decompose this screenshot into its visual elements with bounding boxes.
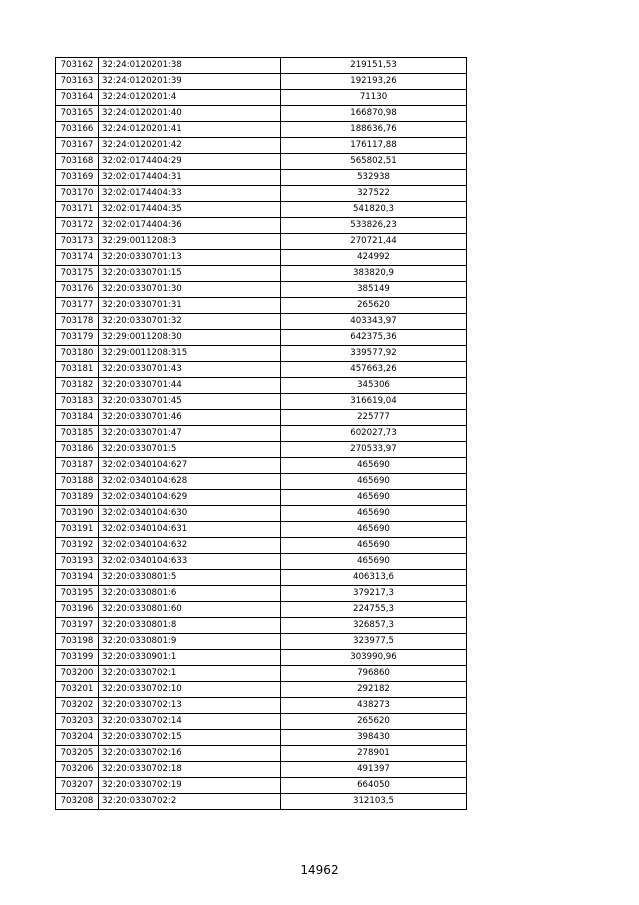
value-cell: 465690 — [281, 490, 467, 506]
cadastral-number-cell: 32:02:0340104:633 — [99, 554, 281, 570]
cadastral-number-cell: 32:24:0120201:42 — [99, 138, 281, 154]
table-row — [56, 714, 467, 730]
table-row — [56, 362, 467, 378]
row-id-cell: 703162 — [56, 58, 99, 74]
row-id-cell: 703170 — [56, 186, 99, 202]
table-row — [56, 90, 467, 106]
value-cell: 316619,04 — [281, 394, 467, 410]
table-row — [56, 794, 467, 810]
value-cell: 224755,3 — [281, 602, 467, 618]
value-cell: 312103,5 — [281, 794, 467, 810]
value-cell: 323977,5 — [281, 634, 467, 650]
row-id-cell: 703199 — [56, 650, 99, 666]
row-id-cell: 703200 — [56, 666, 99, 682]
table-row — [56, 58, 467, 74]
value-cell: 192193,26 — [281, 74, 467, 90]
value-cell: 532938 — [281, 170, 467, 186]
table-row — [56, 314, 467, 330]
table-row — [56, 522, 467, 538]
table-row — [56, 170, 467, 186]
value-cell: 465690 — [281, 506, 467, 522]
cadastral-number-cell: 32:20:0330702:14 — [99, 714, 281, 730]
value-cell: 379217,3 — [281, 586, 467, 602]
value-cell: 796860 — [281, 666, 467, 682]
row-id-cell: 703201 — [56, 682, 99, 698]
table-row — [56, 506, 467, 522]
table-row — [56, 330, 467, 346]
table-row — [56, 474, 467, 490]
cadastral-number-cell: 32:29:0011208:30 — [99, 330, 281, 346]
cadastral-number-cell: 32:20:0330702:1 — [99, 666, 281, 682]
row-id-cell: 703187 — [56, 458, 99, 474]
value-cell: 565802,51 — [281, 154, 467, 170]
row-id-cell: 703178 — [56, 314, 99, 330]
row-id-cell: 703181 — [56, 362, 99, 378]
cadastral-number-cell: 32:29:0011208:3 — [99, 234, 281, 250]
cadastral-number-cell: 32:24:0120201:38 — [99, 58, 281, 74]
value-cell: 424992 — [281, 250, 467, 266]
table-row — [56, 106, 467, 122]
row-id-cell: 703167 — [56, 138, 99, 154]
table-row — [56, 634, 467, 650]
cadastral-number-cell: 32:29:0011208:315 — [99, 346, 281, 362]
value-cell: 292182 — [281, 682, 467, 698]
value-cell: 406313,6 — [281, 570, 467, 586]
value-cell: 345306 — [281, 378, 467, 394]
table-row — [56, 346, 467, 362]
value-cell: 664050 — [281, 778, 467, 794]
row-id-cell: 703176 — [56, 282, 99, 298]
row-id-cell: 703196 — [56, 602, 99, 618]
row-id-cell: 703195 — [56, 586, 99, 602]
value-cell: 176117,88 — [281, 138, 467, 154]
table-row — [56, 234, 467, 250]
row-id-cell: 703198 — [56, 634, 99, 650]
value-cell: 385149 — [281, 282, 467, 298]
value-cell: 457663,26 — [281, 362, 467, 378]
row-id-cell: 703172 — [56, 218, 99, 234]
cadastral-number-cell: 32:20:0330701:32 — [99, 314, 281, 330]
row-id-cell: 703189 — [56, 490, 99, 506]
table-row — [56, 266, 467, 282]
cadastral-number-cell: 32:02:0340104:628 — [99, 474, 281, 490]
cadastral-number-cell: 32:20:0330702:15 — [99, 730, 281, 746]
cadastral-number-cell: 32:24:0120201:39 — [99, 74, 281, 90]
table-row — [56, 250, 467, 266]
table-row — [56, 778, 467, 794]
cadastral-number-cell: 32:02:0340104:631 — [99, 522, 281, 538]
row-id-cell: 703166 — [56, 122, 99, 138]
cadastral-number-cell: 32:24:0120201:40 — [99, 106, 281, 122]
cadastral-number-cell: 32:20:0330801:60 — [99, 602, 281, 618]
cadastral-number-cell: 32:20:0330701:31 — [99, 298, 281, 314]
cadastral-number-cell: 32:20:0330701:44 — [99, 378, 281, 394]
table-row — [56, 538, 467, 554]
table-row — [56, 442, 467, 458]
value-cell: 642375,36 — [281, 330, 467, 346]
cadastral-number-cell: 32:02:0340104:629 — [99, 490, 281, 506]
value-cell: 225777 — [281, 410, 467, 426]
cadastral-number-cell: 32:20:0330701:30 — [99, 282, 281, 298]
page-number: 14962 — [300, 863, 339, 877]
cadastral-number-cell: 32:02:0174404:36 — [99, 218, 281, 234]
table-row — [56, 682, 467, 698]
cadastral-number-cell: 32:02:0174404:33 — [99, 186, 281, 202]
value-cell: 465690 — [281, 554, 467, 570]
table-row — [56, 298, 467, 314]
row-id-cell: 703168 — [56, 154, 99, 170]
table-row — [56, 154, 467, 170]
table-row — [56, 186, 467, 202]
row-id-cell: 703207 — [56, 778, 99, 794]
cadastral-number-cell: 32:20:0330801:6 — [99, 586, 281, 602]
table-row — [56, 586, 467, 602]
row-id-cell: 703202 — [56, 698, 99, 714]
table-row — [56, 378, 467, 394]
value-cell: 265620 — [281, 714, 467, 730]
row-id-cell: 703186 — [56, 442, 99, 458]
row-id-cell: 703163 — [56, 74, 99, 90]
cadastral-number-cell: 32:02:0174404:35 — [99, 202, 281, 218]
row-id-cell: 703173 — [56, 234, 99, 250]
cadastral-number-cell: 32:20:0330702:2 — [99, 794, 281, 810]
value-cell: 465690 — [281, 474, 467, 490]
value-cell: 303990,96 — [281, 650, 467, 666]
table-row — [56, 74, 467, 90]
row-id-cell: 703171 — [56, 202, 99, 218]
row-id-cell: 703169 — [56, 170, 99, 186]
table-row — [56, 730, 467, 746]
table-row — [56, 458, 467, 474]
table-row — [56, 410, 467, 426]
row-id-cell: 703179 — [56, 330, 99, 346]
table-row — [56, 650, 467, 666]
table-row — [56, 282, 467, 298]
table-row — [56, 138, 467, 154]
value-cell: 327522 — [281, 186, 467, 202]
table-row — [56, 490, 467, 506]
row-id-cell: 703188 — [56, 474, 99, 490]
cadastral-number-cell: 32:20:0330702:13 — [99, 698, 281, 714]
cadastral-number-cell: 32:20:0330702:16 — [99, 746, 281, 762]
table-row — [56, 202, 467, 218]
cadastral-number-cell: 32:20:0330801:5 — [99, 570, 281, 586]
row-id-cell: 703185 — [56, 426, 99, 442]
cadastral-number-cell: 32:24:0120201:4 — [99, 90, 281, 106]
row-id-cell: 703190 — [56, 506, 99, 522]
row-id-cell: 703192 — [56, 538, 99, 554]
row-id-cell: 703208 — [56, 794, 99, 810]
cadastral-number-cell: 32:20:0330701:45 — [99, 394, 281, 410]
cadastral-value-table — [55, 57, 467, 810]
row-id-cell: 703183 — [56, 394, 99, 410]
value-cell: 403343,97 — [281, 314, 467, 330]
row-id-cell: 703174 — [56, 250, 99, 266]
value-cell: 265620 — [281, 298, 467, 314]
value-cell: 541820,3 — [281, 202, 467, 218]
value-cell: 278901 — [281, 746, 467, 762]
table-row — [56, 570, 467, 586]
cadastral-number-cell: 32:20:0330701:5 — [99, 442, 281, 458]
row-id-cell: 703164 — [56, 90, 99, 106]
table-row — [56, 698, 467, 714]
table-row — [56, 602, 467, 618]
table-row — [56, 746, 467, 762]
row-id-cell: 703206 — [56, 762, 99, 778]
row-id-cell: 703184 — [56, 410, 99, 426]
cadastral-number-cell: 32:20:0330702:19 — [99, 778, 281, 794]
value-cell: 602027,73 — [281, 426, 467, 442]
table-row — [56, 554, 467, 570]
cadastral-number-cell: 32:20:0330801:9 — [99, 634, 281, 650]
cadastral-number-cell: 32:20:0330702:18 — [99, 762, 281, 778]
value-cell: 465690 — [281, 458, 467, 474]
row-id-cell: 703180 — [56, 346, 99, 362]
value-cell: 270533,97 — [281, 442, 467, 458]
table-row — [56, 618, 467, 634]
cadastral-number-cell: 32:20:0330701:43 — [99, 362, 281, 378]
value-cell: 383820,9 — [281, 266, 467, 282]
row-id-cell: 703165 — [56, 106, 99, 122]
table-row — [56, 218, 467, 234]
row-id-cell: 703193 — [56, 554, 99, 570]
value-cell: 166870,98 — [281, 106, 467, 122]
row-id-cell: 703194 — [56, 570, 99, 586]
table-row — [56, 426, 467, 442]
value-cell: 71130 — [281, 90, 467, 106]
row-id-cell: 703191 — [56, 522, 99, 538]
value-cell: 465690 — [281, 522, 467, 538]
value-cell: 491397 — [281, 762, 467, 778]
cadastral-number-cell: 32:20:0330701:47 — [99, 426, 281, 442]
cadastral-number-cell: 32:20:0330702:10 — [99, 682, 281, 698]
value-cell: 438273 — [281, 698, 467, 714]
value-cell: 533826,23 — [281, 218, 467, 234]
table-body — [56, 58, 467, 810]
cadastral-number-cell: 32:02:0340104:627 — [99, 458, 281, 474]
table-row — [56, 122, 467, 138]
table-row — [56, 394, 467, 410]
row-id-cell: 703175 — [56, 266, 99, 282]
value-cell: 465690 — [281, 538, 467, 554]
table-row — [56, 666, 467, 682]
cadastral-number-cell: 32:20:0330701:13 — [99, 250, 281, 266]
cadastral-number-cell: 32:20:0330801:8 — [99, 618, 281, 634]
row-id-cell: 703203 — [56, 714, 99, 730]
row-id-cell: 703205 — [56, 746, 99, 762]
cadastral-number-cell: 32:02:0340104:632 — [99, 538, 281, 554]
cadastral-number-cell: 32:20:0330901:1 — [99, 650, 281, 666]
cadastral-number-cell: 32:20:0330701:15 — [99, 266, 281, 282]
cadastral-number-cell: 32:02:0340104:630 — [99, 506, 281, 522]
row-id-cell: 703177 — [56, 298, 99, 314]
value-cell: 339577,92 — [281, 346, 467, 362]
value-cell: 219151,53 — [281, 58, 467, 74]
row-id-cell: 703182 — [56, 378, 99, 394]
row-id-cell: 703204 — [56, 730, 99, 746]
value-cell: 188636,76 — [281, 122, 467, 138]
value-cell: 326857,3 — [281, 618, 467, 634]
cadastral-number-cell: 32:20:0330701:46 — [99, 410, 281, 426]
cadastral-number-cell: 32:02:0174404:31 — [99, 170, 281, 186]
row-id-cell: 703197 — [56, 618, 99, 634]
cadastral-number-cell: 32:02:0174404:29 — [99, 154, 281, 170]
value-cell: 398430 — [281, 730, 467, 746]
value-cell: 270721,44 — [281, 234, 467, 250]
cadastral-number-cell: 32:24:0120201:41 — [99, 122, 281, 138]
table-row — [56, 762, 467, 778]
